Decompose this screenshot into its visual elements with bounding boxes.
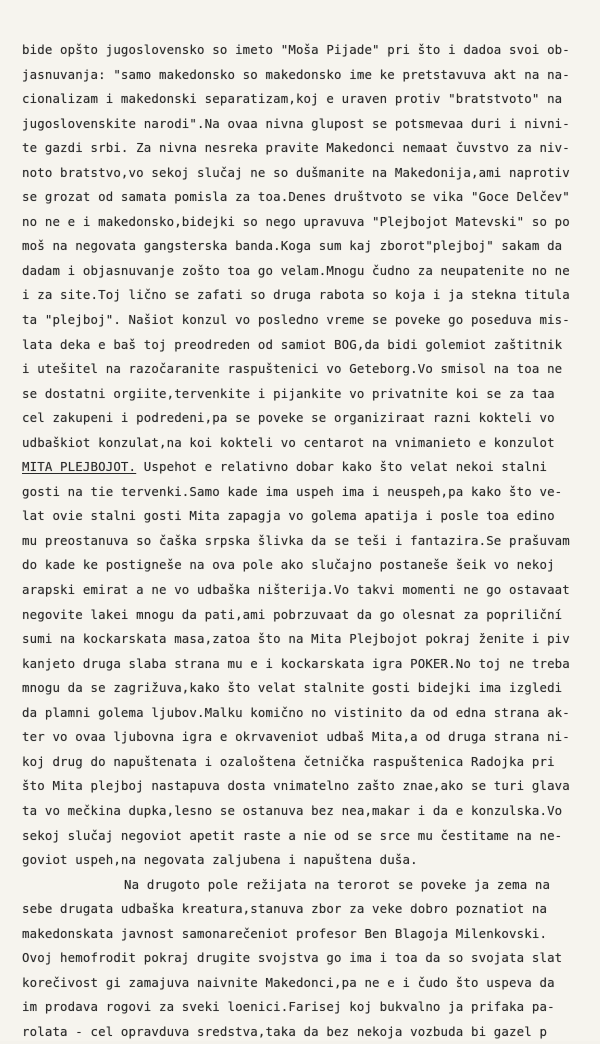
text-line: cel zakupeni i podredeni,pa se poveke se organiziraat razni kokteli vo (22, 410, 555, 426)
text-line: makedonskata javnost samonarečeniot profesor Ben Blagoja Milenkovski. (22, 925, 548, 941)
text-line: koj drug do napuštenata i ozaloštena četnička raspuštenica Radojka pri (22, 753, 555, 769)
text-line: sekoj slučaj negoviot apetit raste a nie od se srce mu čestitame na ne- (22, 827, 563, 843)
text-line: sumi na kockarskata masa,zatoa što na Mita Plejbojot pokraj ženite i piv (22, 631, 570, 647)
text-line: ta vo mečkina dupka,lesno se ostanuva bez nea,makar i da e konzulska.Vo (22, 802, 563, 818)
text-line: Na drugoto pole režijata na terorot se poveke ja zema na (124, 876, 551, 892)
line-rest: Uspehot e relativno dobar kako što velat nekoi stalni (136, 459, 548, 475)
text-line: se grozat od samata pomisla za toa.Denes društvoto se vika "Goce Delčev" (22, 189, 570, 205)
text-line: gosti na tie tervenki.Samo kade ima uspeh ima i neuspeh,pa kako što ve- (22, 483, 563, 499)
text-line: moš na negovata gangsterska banda.Koga sum kaj zborot"plejboj" sakam da (22, 238, 563, 254)
text-line: jasnuvanja: "samo makedonsko so makedonsko ime ke pretstavuva akt na na- (22, 66, 570, 82)
text-line: rolata - cel opravduva sredstva,taka da bez nekoja vozbuda bi gazel p (22, 1023, 548, 1039)
underlined-name: MITA PLEJBOJOT. (22, 459, 137, 475)
text-line: ter vo ovaa ljubovna igra e okrvavеniot udbaš Mita,a od druga strana ni- (22, 729, 570, 745)
text-line: te gazdi srbi. Za nivna nesreka pravite Makedonci nemaat čuvstvo za niv- (22, 140, 570, 156)
document-body (22, 38, 582, 1044)
text-line: Ovoj hemofrodit pokraj drugite svojstva go ima i toa da so svojata slat (22, 950, 563, 966)
text-line: sebe drugata udbaška kreatura,stanuva zbor za veke dobro poznatiot na (22, 901, 548, 917)
text-line: noto bratstvo,vo sekoj slučaj ne so dušmanite na Makedonija,ami naprotiv (22, 164, 570, 180)
text-line: bide opšto jugoslovensko so imeto "Moša Pijade" pri što i dadoa svoi ob- (22, 42, 570, 57)
text-line: negovite lakei mnogu da pati,ami pobrzuvaat da go olesnat za popriliční (22, 606, 563, 622)
text-line: i za site.Toj lično se zafati so druga rabota so koja i ja stekna titula (22, 287, 570, 303)
text-line: udbaškiot konzulat,na koi kokteli vo centarot na vnimanieto e konzulot (22, 434, 555, 450)
text-line: mnogu da se zagrižuva,kako što velat stalnite gosti bidejki ima izgledi (22, 680, 563, 696)
text-line: dadam i objasnuvanje zošto toa go velam.Mnogu čudno za neupatenite no ne (22, 262, 570, 278)
text-line: lata deka e baš toj preodreden od samiot BOG,da bidi golemiot zaštitnik (22, 336, 563, 352)
text-line: no ne e i makedonsko,bidejki so nego upravuva "Plejbojot Matevski" so po (22, 213, 570, 229)
text-line: im prodava rogovi za sveki loenici.Farisej koj bukvalno ja prifaka pa- (22, 999, 555, 1015)
text-line: ta "plejboj". Našiot konzul vo posledno vreme se poveke go poseduva mis- (22, 312, 570, 328)
text-line: kanjeto druga slaba strana mu e i kockarskata igra POKER.No toj ne treba (22, 655, 570, 671)
text-line: goviot uspeh,na negovata zaljubena i napuštena duša. (22, 852, 418, 868)
text-line: da plamni golema ljubov.Malku komično no vistinito da od edna strana ak- (22, 704, 570, 720)
text-line: jugoslovenskite narodi".Na ovaa nivna glupost se potsmevaa duri i nivni- (22, 115, 570, 131)
text-line: do kade ke postigneše na ova pole ako slučajno postaneše šeik vo nekoj (22, 557, 555, 573)
text-line: arapski emirat a ne vo udbaška ništerija.Vo takvi momenti ne go ostavaat (22, 582, 570, 598)
text-line: i utešitel na razočaranite raspušteniсi vo Geteborg.Vo smisol na toa ne (22, 361, 563, 377)
text-line (22, 455, 582, 480)
text-line: lat ovie stalni gosti Mita zapagja vo golema apatija i posle toa edino (22, 508, 555, 524)
text-line: što Mita plejboj nastapuva dosta vnimatelno zašto znae,ako se turi glava (22, 778, 570, 794)
text-line: korečivost gi zamajuva naivnite Makedonci,pa ne e i čudo što uspeva da (22, 974, 555, 990)
text-line: mu preostanuva so čaška srpska šlivka da se teši i fantazira.Se prašuvam (22, 532, 570, 548)
text-line: se dostatni orgiite,tervenkite i pijankite vo privatnite koi se za taa (22, 385, 555, 401)
text-line: cionalizam i makedonski separatizam,koj e uraven protiv "bratstvoto" na (22, 91, 563, 107)
